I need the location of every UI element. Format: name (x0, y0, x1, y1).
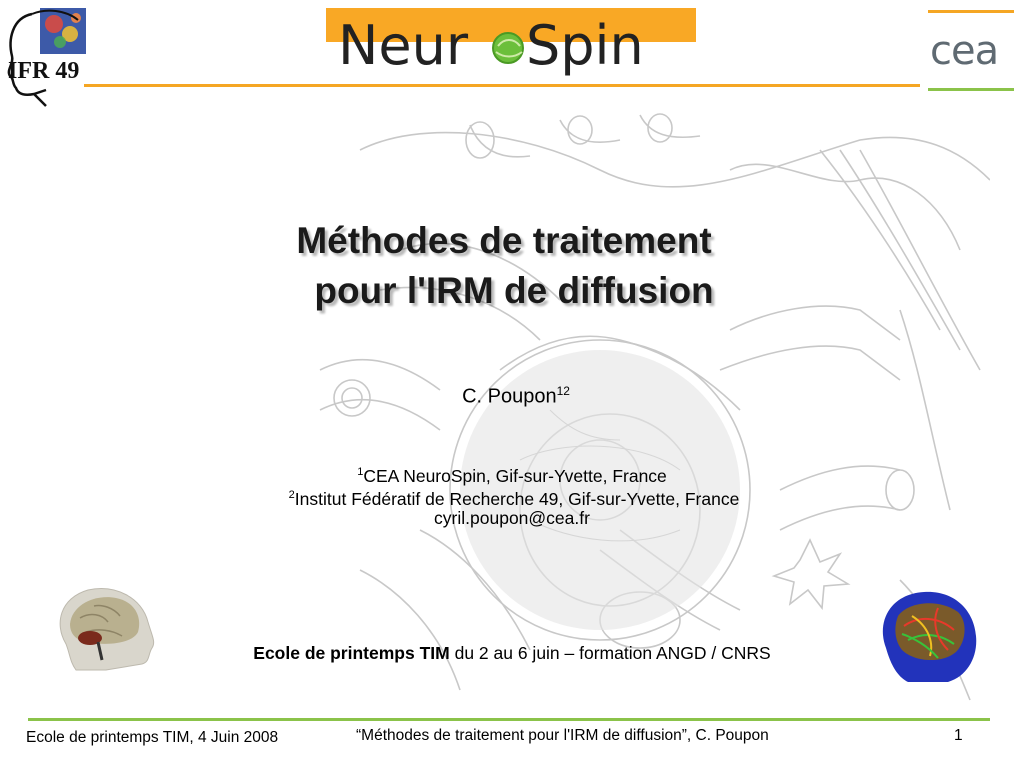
header-rule (84, 84, 920, 87)
brain-head-image-left (46, 584, 158, 678)
neurospin-logo-text-part1: Neur (338, 14, 469, 77)
affiliation-2-superscript: 2 (288, 489, 295, 501)
slide-title-line2: pour l'IRM de diffusion (314, 270, 714, 311)
affiliation-1-text: CEA NeuroSpin, Gif-sur-Yvette, France (363, 465, 667, 486)
author (0, 384, 1024, 409)
neurospin-logo (326, 8, 696, 84)
ifr49-logo-text: IFR 49 (8, 58, 80, 84)
event-name: Ecole de printemps TIM (253, 643, 450, 663)
cea-logo (928, 8, 1016, 94)
event-details: du 2 au 6 juin – formation ANGD / CNRS (449, 643, 771, 663)
affiliation-1-superscript: 1 (357, 466, 364, 478)
author-email[interactable]: cyril.poupon@cea.fr (434, 508, 590, 528)
cea-logo-text: cea (930, 28, 999, 74)
footer-left-text: Ecole de printemps TIM, 4 Juin 2008 (26, 729, 279, 746)
neurospin-logo-text-part2: Spin (526, 14, 644, 77)
brain-tractography-image-right (868, 586, 984, 686)
affiliation-2-text: Institut Fédératif de Recherche 49, Gif-sur-Yvette, France (294, 488, 740, 509)
slide-title-line1: Méthodes de traitement (296, 220, 712, 261)
footer-rule (28, 718, 990, 721)
page-number: 1 (954, 727, 963, 744)
author-superscript: 12 (556, 384, 570, 398)
ifr49-logo (2, 4, 88, 108)
footer-center-text: “Méthodes de traitement pour l'IRM de diffusion”, C. Poupon (356, 727, 769, 744)
author-name: C. Poupon (462, 385, 557, 408)
